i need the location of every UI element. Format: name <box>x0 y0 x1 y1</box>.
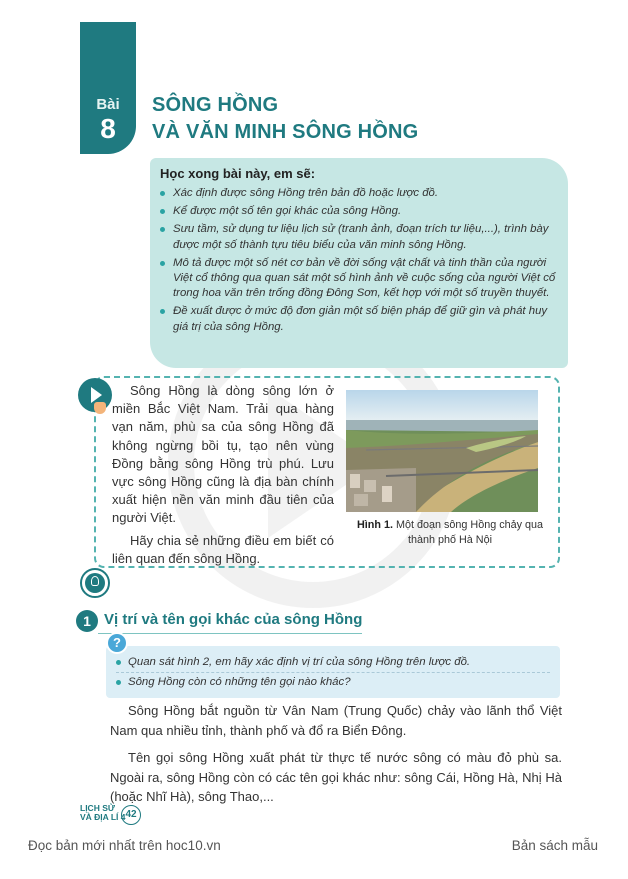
lesson-title <box>152 92 418 146</box>
section-body <box>110 701 562 807</box>
list-item: Sông Hồng còn có những tên gọi nào khác? <box>116 672 550 692</box>
footer-label: Bản sách mẫu <box>511 838 598 853</box>
objectives-title: Học xong bài này, em sẽ: <box>160 166 316 181</box>
bullet-icon <box>160 309 165 314</box>
section-title: Vị trí và tên gọi khác của sông Hồng <box>104 611 363 628</box>
list-item: Quan sát hình 2, em hãy xác định vị trí của sông Hồng trên lược đồ. <box>116 653 550 672</box>
bullet-icon <box>116 680 121 685</box>
pointing-hand-icon <box>94 402 106 414</box>
river-photo-illustration <box>346 390 538 512</box>
bullet-icon <box>160 227 165 232</box>
body-paragraph: Tên gọi sông Hồng xuất phát từ thực tế nước sông có màu đỏ phù sa. Ngoài ra, sông Hồng còn có các tên gọi khác như: sông Cái, Hồng Hà, Nhị Hà (hoặc Nhĩ Hà), sông Thao,... <box>110 750 562 804</box>
lesson-number: 8 <box>100 113 116 144</box>
figure-caption-text: Một đoạn sông Hồng chảy qua thành phố Hà Nội <box>395 519 544 546</box>
bullet-icon <box>116 660 121 665</box>
intro-text <box>112 382 334 568</box>
lesson-word: Bài <box>96 96 120 113</box>
river-photo <box>346 390 538 512</box>
objectives-list <box>160 186 556 335</box>
list-item: Kể được một số tên gọi khác của sông Hồng. <box>160 204 556 219</box>
lesson-title-line1: SÔNG HỒNG <box>152 94 279 116</box>
list-item: Xác định được sông Hồng trên bản đồ hoặc lược đồ. <box>160 186 556 201</box>
bullet-icon <box>160 191 165 196</box>
bullet-icon <box>160 209 165 214</box>
subject-logo: LỊCH SỬ VÀ ĐỊA LÍ 4 <box>80 803 126 822</box>
lightbulb-icon <box>80 568 110 598</box>
intro-prompt: Hãy chia sẻ những điều em biết có liên quan đến sông Hồng. <box>112 532 334 566</box>
page-number: 42 <box>121 805 141 825</box>
question-list <box>116 653 550 692</box>
question-mark-icon: ? <box>106 632 128 654</box>
lesson-title-line2: VÀ VĂN MINH SÔNG HỒNG <box>152 121 419 143</box>
section-divider <box>98 633 362 634</box>
objectives-box <box>150 158 568 368</box>
intro-paragraph: Sông Hồng là dòng sông lớn ở miền Bắc Việt Nam. Trải qua hàng vạn năm, phù sa của sông Hồng đã không ngừng bồi tụ, tạo nên vùng Đồng bằng sông Hồng trù phú. Lưu vực sông Hồng cũng là địa bàn chính xuất hiện nền văn minh đầu tiên của người Việt. <box>112 383 334 526</box>
footer-link[interactable]: Đọc bản mới nhất trên hoc10.vn <box>28 838 221 853</box>
section-number: 1 <box>76 610 98 632</box>
figure-caption <box>346 518 554 548</box>
question-box <box>106 646 560 698</box>
bullet-icon <box>160 261 165 266</box>
body-paragraph: Sông Hồng bắt nguồn từ Vân Nam (Trung Quốc) chảy vào lãnh thổ Việt Nam qua nhiều tỉnh, thành phố và đổ ra Biển Đông. <box>110 703 562 738</box>
list-item: Mô tả được một số nét cơ bản về đời sống vật chất và tinh thần của người Việt cổ thông qua quan sát một số hình ảnh về cuộc sống của người Việt cổ trong hoa văn trên trống đồng Đông Sơn, kết hợp với một số truyền thuyết. <box>160 256 556 302</box>
figure-label: Hình 1. <box>356 519 393 531</box>
list-item: Đề xuất được ở mức độ đơn giản một số biện pháp để giữ gìn và phát huy giá trị của sông Hồng. <box>160 304 556 334</box>
list-item: Sưu tầm, sử dụng tư liệu lịch sử (tranh ảnh, đoạn trích tư liệu,...), trình bày được một số thành tựu tiêu biểu của văn minh sông Hồng. <box>160 222 556 252</box>
